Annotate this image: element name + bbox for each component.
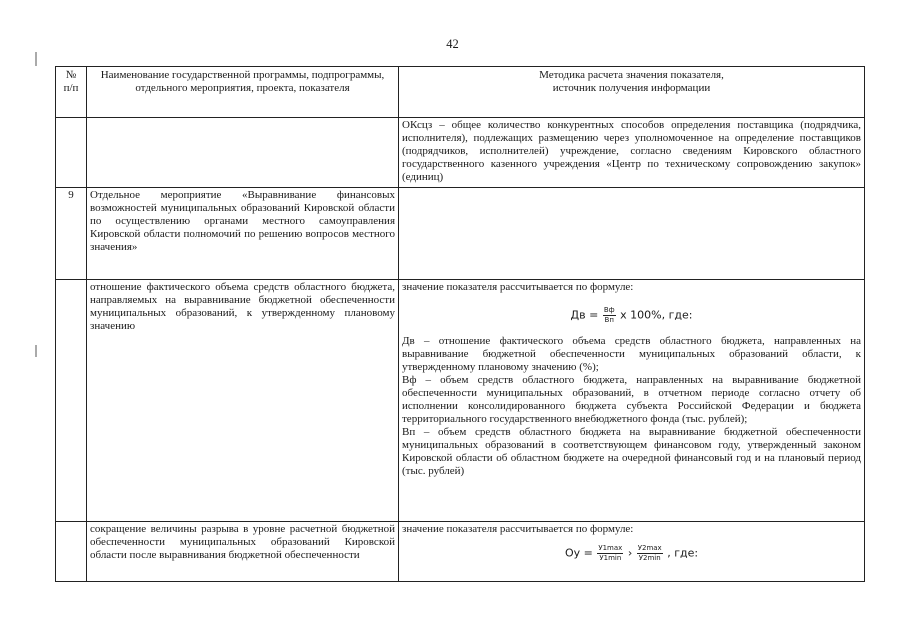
row-number <box>56 522 87 582</box>
table-row <box>56 188 865 280</box>
row-method <box>399 280 865 522</box>
scan-margin-mark <box>35 345 37 357</box>
formula-numerator: У2max <box>637 544 662 552</box>
formula-denominator: У1min <box>599 554 622 562</box>
formula-fraction <box>597 544 623 563</box>
row-number: 9 <box>56 188 87 280</box>
method-intro: значение показателя рассчитывается по формуле: <box>402 281 634 293</box>
table-row <box>56 280 865 522</box>
formula-denominator: Вп <box>604 316 614 324</box>
page-number: 42 <box>446 37 459 51</box>
formula <box>402 306 861 325</box>
definition-item: Вф – объем средств областного бюджета, направленных на выравнивание бюджетной обеспеченности муниципальных образований, в отчетном периоде согласно отчету об исполнении консолидированного бюджета субъекта Российской Федерации и бюджета территориального государственного внебюджетного фонда (тыс. рублей); <box>402 374 861 425</box>
formula-fraction <box>603 306 616 325</box>
header-number: № п/п <box>56 67 87 118</box>
row-name: сокращение величины разрыва в уровне расчетной бюджетной обеспеченности муниципальных образований Кировской области после выравнивания бюджетной обеспеченности <box>87 522 399 582</box>
scan-margin-mark <box>35 52 37 66</box>
formula-operator: › <box>627 546 633 560</box>
formula-lhs: Оу = <box>564 546 593 560</box>
row-name: отношение фактического объема средств областного бюджета, направляемых на выравнивание бюджетной обеспеченности муниципальных образований, к утвержденному плановому значению <box>87 280 399 522</box>
indicator-method-table <box>55 66 865 582</box>
table-header-row <box>56 67 865 118</box>
definition-item: Вп – объем средств областного бюджета на выравнивание бюджетной обеспеченности муниципальных образований в соответствующем финансовом году, утвержденный законом Кировской области об областном бюджете на очередной финансовый год и на плановый период (тыс. рублей) <box>402 426 861 477</box>
row-name: Отдельное мероприятие «Выравнивание финансовых возможностей муниципальных образований Кировской области по осуществлению органами местного самоуправления Кировской области полномочий по решению вопросов местного значения» <box>87 188 399 280</box>
row-method <box>399 522 865 582</box>
row-name <box>87 118 399 188</box>
formula-fraction <box>637 544 663 563</box>
method-intro: значение показателя рассчитывается по формуле: <box>402 523 634 535</box>
row-number <box>56 118 87 188</box>
formula-numerator: У1max <box>598 544 623 552</box>
header-name: Наименование государственной программы, подпрограммы, отдельного мероприятия, проекта, показателя <box>87 67 399 118</box>
formula-lhs: Дв = <box>570 308 599 322</box>
header-method: Методика расчета значения показателя, источник получения информации <box>399 67 865 118</box>
table-row <box>56 522 865 582</box>
table-row <box>56 118 865 188</box>
row-number <box>56 280 87 522</box>
definition-item: Дв – отношение фактического объема средств областного бюджета, направленных на выравнивание бюджетной обеспеченности муниципальных образований области, к утвержденному плановому значению (%); <box>402 335 861 373</box>
formula-numerator: Вф <box>603 306 615 314</box>
formula-denominator: У2min <box>638 554 661 562</box>
formula <box>402 544 861 563</box>
formula-rhs: x 100%, где: <box>620 308 693 322</box>
formula-rhs: , где: <box>667 546 699 560</box>
row-method <box>399 188 865 280</box>
row-method: ОКсцз – общее количество конкурентных способов определения поставщика (подрядчика, исполнителя), подлежащих размещению через уполномоченное на определение поставщиков (подрядчиков, исполнителей) учреждение, согласно сведениям Кировского областного государственного казенного учреждения «Центр по техническому сопровождению закупок» (единиц) <box>399 118 865 188</box>
